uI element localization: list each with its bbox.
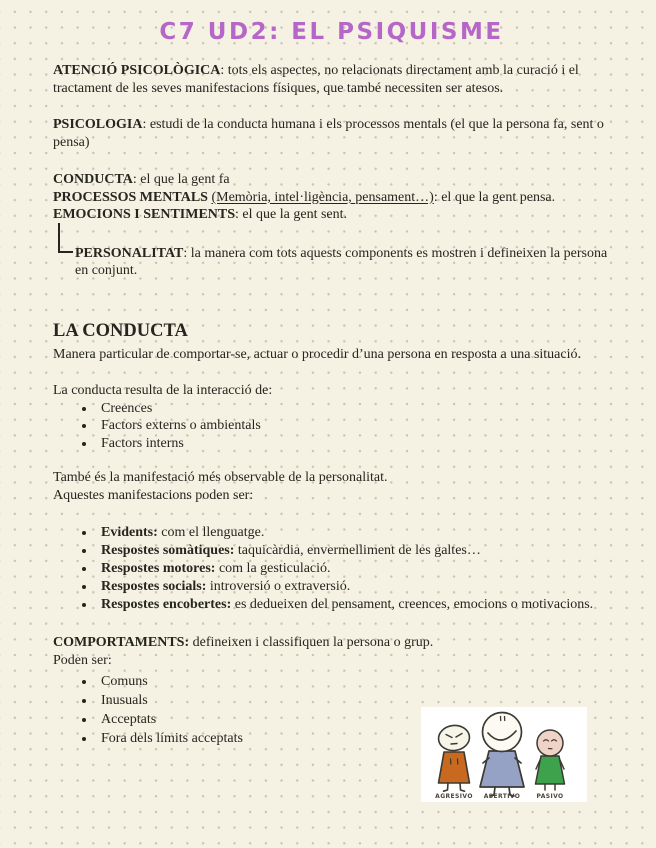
definition-emocions-text: : el que la gent sent. xyxy=(235,207,348,222)
definition-processos-text: : el que la gent pensa. xyxy=(433,189,556,205)
definition-atencio xyxy=(53,62,610,97)
term-personalitat: PERSONALITAT xyxy=(75,245,184,261)
list-item xyxy=(75,578,610,596)
figure-asertivo xyxy=(480,713,524,797)
term-comportaments: COMPORTAMENTS: xyxy=(53,635,190,650)
connector-bracket xyxy=(58,223,73,253)
section-heading-la-conducta: LA CONDUCTA xyxy=(53,320,188,341)
term-atencio: ATENCIÓ PSICOLÒGICA xyxy=(53,63,221,78)
definition-personalitat-text: : la manera com tots aquests components es mostren i defineixen la persona en conjunt. xyxy=(75,245,608,278)
definition-psicologia-text: : estudi de la conducta humana i els processos mentals (el que la persona fa, sent o pensa) xyxy=(53,117,604,150)
pasivo-head xyxy=(537,730,563,756)
manifestacio-paragraph xyxy=(53,469,610,504)
label-pasivo: PASIVO xyxy=(536,793,564,800)
poden-ser-lead: Poden ser: xyxy=(53,652,112,668)
manifestacions-list xyxy=(53,524,610,614)
definition-conducta-text: : el que la gent fa xyxy=(132,172,230,187)
agresivo-legs xyxy=(444,783,465,791)
list-item xyxy=(75,560,610,578)
manifestacio-line-2: Aquestes manifestacions poden ser: xyxy=(53,487,254,503)
list-item xyxy=(75,596,610,614)
comportaments-block xyxy=(53,634,610,669)
term-psicologia: PSICOLOGIA xyxy=(53,117,143,132)
agresivo-head xyxy=(437,724,471,753)
bullet-text: com la gesticulació. xyxy=(215,561,331,576)
bullet-text: taquicàrdia, envermelliment de les galtes… xyxy=(234,543,481,558)
assertiveness-cartoon-image xyxy=(421,707,587,802)
definition-atencio-text: : tots els aspectes, no relacionats directament amb la curació i el tractament de les seves manifestacions físiques, que també necessiten ser atesos. xyxy=(53,63,579,96)
definitions-conducta-block xyxy=(53,171,610,224)
comportaments-text: defineixen i classifiquen la persona o grup. xyxy=(189,635,434,650)
list-item xyxy=(75,524,610,542)
list-item: • Creences xyxy=(75,400,610,418)
list-item: • Factors interns xyxy=(75,435,610,453)
asertivo-dress xyxy=(480,751,524,787)
list-item: • Factors externs o ambientals xyxy=(75,417,610,435)
term-processos: PROCESSOS MENTALS xyxy=(53,189,212,205)
bullet-term: Respostes socials: xyxy=(101,579,207,594)
label-asertivo: ASERTIVO xyxy=(483,793,521,800)
list-item: • Comuns xyxy=(75,672,610,691)
page-title: C7 UD2: EL PSIQUISME xyxy=(159,19,504,45)
conducta-intro: Manera particular de comportar-se, actuar o procedir d’una persona en resposta a una situació. xyxy=(53,346,581,362)
bullet-text: es dedueixen del pensament, creences, emocions o motivacions. xyxy=(231,597,594,612)
definition-processos-underline: (Memòria, intel·ligència, pensament…) xyxy=(211,189,434,205)
personalitat-block xyxy=(75,245,610,280)
bullet-text: com el llenguatge. xyxy=(157,525,265,540)
definition-emocions xyxy=(53,206,610,224)
figure-pasivo xyxy=(536,730,565,790)
label-agresivo: AGRESIVO xyxy=(435,793,473,800)
definition-personalitat xyxy=(75,245,610,280)
bullet-term: Respostes encobertes: xyxy=(101,597,232,612)
pasivo-legs xyxy=(545,784,555,790)
interaccio-list xyxy=(53,400,610,453)
list-item: • Acceptats xyxy=(75,710,610,729)
comportaments-line xyxy=(53,634,610,652)
definition-psicologia xyxy=(53,116,610,151)
interaccio-lead: La conducta resulta de la interacció de: xyxy=(53,383,273,398)
definition-processos xyxy=(53,189,610,207)
bullet-text: introversió o extraversió. xyxy=(206,579,351,594)
bullet-term: Evidents: xyxy=(101,525,158,540)
list-item: • Fora dels límits acceptats xyxy=(75,729,610,748)
term-emocions: EMOCIONS I SENTIMENTS xyxy=(53,207,236,222)
list-item: • Inusuals xyxy=(75,691,610,710)
manifestacio-line-1: També és la manifestació més observable de la personalitat. xyxy=(53,470,388,485)
list-item xyxy=(75,542,610,560)
term-conducta: CONDUCTA xyxy=(53,172,133,187)
figure-agresivo xyxy=(437,724,471,791)
bullet-term: Respostes motores: xyxy=(101,561,216,576)
bullet-term: Respostes somàtiques: xyxy=(101,543,235,558)
definition-conducta xyxy=(53,171,610,189)
agresivo-dress xyxy=(439,752,470,783)
